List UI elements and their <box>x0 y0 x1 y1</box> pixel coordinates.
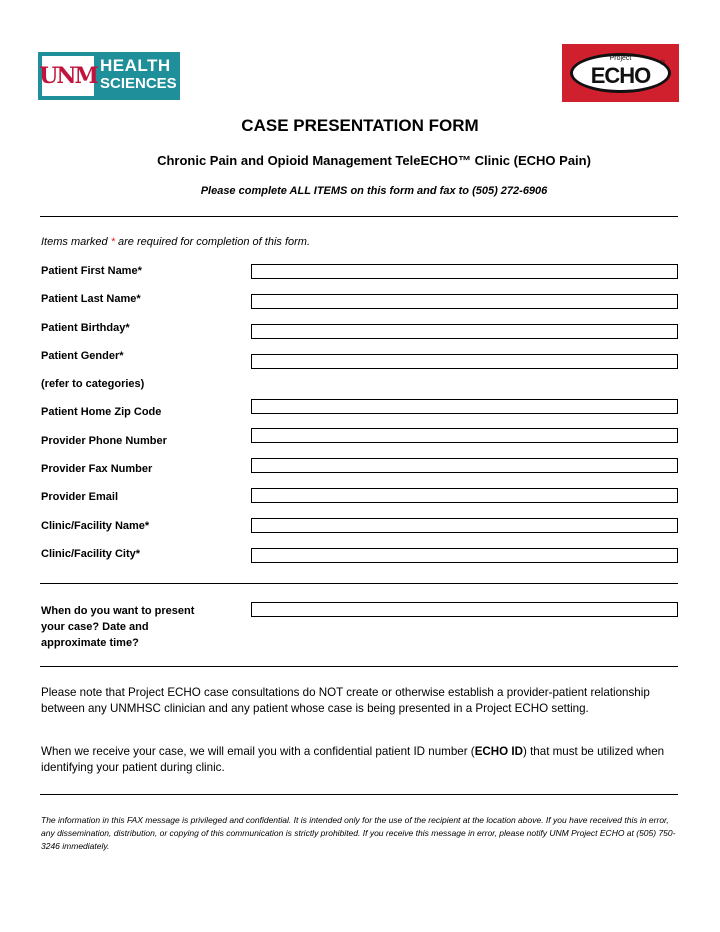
form-instructions: Please complete ALL ITEMS on this form and fax to (505) 272-6906 <box>200 185 548 197</box>
echo-id-term: ECHO ID <box>474 745 523 758</box>
label-presentation-time: When do you want to present your case? Date and approximate time? <box>41 605 195 649</box>
provider-phone-field[interactable] <box>251 428 678 443</box>
provider-fax-field[interactable] <box>251 458 678 473</box>
label-provider-email: Provider Email <box>41 491 119 503</box>
clinic-name-field[interactable] <box>251 518 678 533</box>
unm-mark: UNM <box>42 56 94 96</box>
label-patient-birthday: Patient Birthday* <box>41 322 130 334</box>
patient-gender-field[interactable] <box>251 354 678 369</box>
label-patient-first-name: Patient First Name* <box>41 265 142 277</box>
project-echo-logo: Project ECHO ® <box>562 44 679 102</box>
label-patient-gender: Patient Gender* <box>41 350 124 362</box>
patient-last-name-field[interactable] <box>251 294 678 309</box>
label-patient-last-name: Patient Last Name* <box>41 293 141 305</box>
required-star: * <box>110 236 115 248</box>
notice-no-provider-relationship: Please note that Project ECHO case consultations do NOT create or otherwise establish a provider-patient relationship between any UNMHSC clinician and any patient whose case is being presented in a Project ECHO setting. <box>41 686 650 715</box>
divider <box>40 794 678 795</box>
unm-health-sciences-logo <box>38 52 180 100</box>
required-note: Items marked * are required for completion of this form. <box>41 236 310 248</box>
patient-zip-field[interactable] <box>251 399 678 414</box>
label-gender-categories-note: (refer to categories) <box>41 378 145 390</box>
label-clinic-name: Clinic/Facility Name* <box>41 520 150 532</box>
confidentiality-footer: The information in this FAX message is privileged and confidential. It is intended only for the use of the recipient at the location above. If you have received this in error, any dissemination, distribution, or copying of this communication is strictly prohibited. If you receive this message in error, please notify UNM Project ECHO at (505) 750-3246 immediately. <box>41 815 676 851</box>
clinic-city-field[interactable] <box>251 548 678 563</box>
presentation-time-field[interactable] <box>251 602 678 617</box>
unm-logo-line1: HEALTH <box>100 56 171 75</box>
patient-first-name-field[interactable] <box>251 264 678 279</box>
label-clinic-city: Clinic/Facility City* <box>41 548 141 560</box>
patient-birthday-field[interactable] <box>251 324 678 339</box>
form-subtitle: Chronic Pain and Opioid Management TeleECHO™ Clinic (ECHO Pain) <box>157 153 591 168</box>
divider <box>40 666 678 667</box>
divider <box>40 216 678 217</box>
provider-email-field[interactable] <box>251 488 678 503</box>
label-provider-phone: Provider Phone Number <box>41 435 167 447</box>
label-patient-zip: Patient Home Zip Code <box>41 406 162 418</box>
unm-logo-line2: SCIENCES <box>100 75 177 92</box>
notice-echo-id: When we receive your case, we will email you with a confidential patient ID number (ECHO ID) that must be utilized when identifying your patient during clinic. <box>41 745 665 774</box>
form-title: CASE PRESENTATION FORM <box>241 116 479 135</box>
label-provider-fax: Provider Fax Number <box>41 463 153 475</box>
divider <box>40 583 678 584</box>
